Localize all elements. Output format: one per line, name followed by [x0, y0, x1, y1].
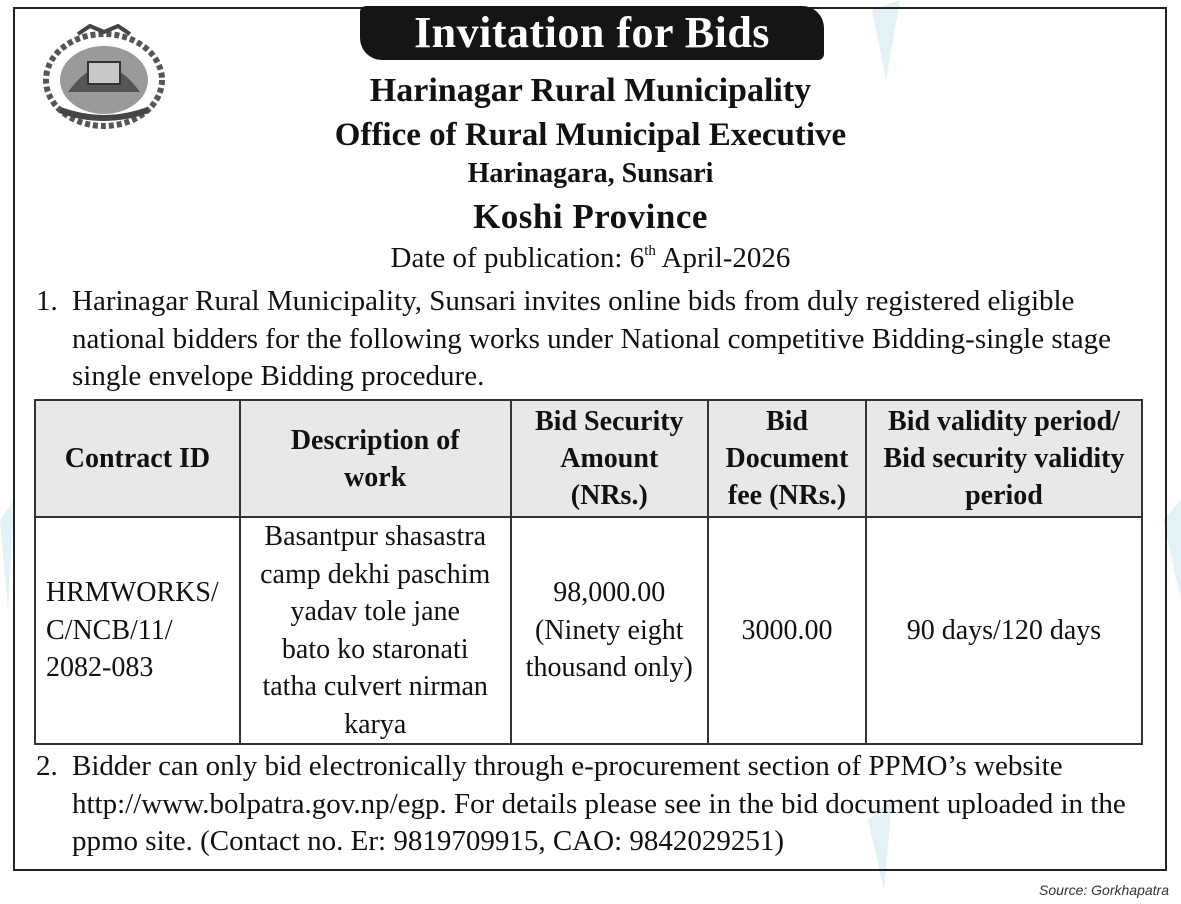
publication-date — [0, 242, 1181, 275]
office-name: Office of Rural Municipal Executive — [334, 117, 847, 153]
cell-validity: 90 days/120 days — [866, 517, 1142, 744]
cell-description — [240, 517, 511, 744]
header-document-fee: Bid Document fee (NRs.) — [708, 400, 866, 517]
description-line: camp dekhi paschim — [260, 558, 491, 590]
cell-contract-id — [35, 517, 240, 744]
description-line: yadav tole jane — [290, 596, 460, 627]
description-line: Basantpur shasastra — [264, 521, 486, 552]
bid-table — [34, 399, 1143, 745]
bid-security-line: (Ninety eight — [535, 614, 684, 646]
header-description: Description of work — [240, 400, 511, 517]
bid-security-line: 98,000.00 — [553, 577, 666, 609]
paragraph-1-number: 1. — [36, 285, 58, 317]
source-credit: Source: Gorkhapatra — [1039, 882, 1169, 898]
table-header-row — [35, 400, 1142, 517]
contract-id-line: C/NCB/11/ — [46, 614, 173, 646]
publication-date-suffix: th — [644, 243, 656, 259]
province-name: Koshi Province — [473, 197, 708, 236]
description-line: tatha culvert nirman — [262, 671, 488, 702]
bid-security-line: thousand only) — [525, 652, 693, 684]
description-line: karya — [344, 708, 407, 740]
paragraph-2-number: 2. — [36, 750, 58, 782]
organization-name: Harinagar Rural Municipality — [369, 72, 812, 109]
office-location: Harinagara, Sunsari — [467, 158, 714, 189]
cell-bid-security — [511, 517, 709, 744]
paragraph-2-text: Bidder can only bid electronically through e-procurement section of PPMO’s website http://www.bolpatra.gov.np/egp. For details please see in the bid document uploaded in the ppmo site. (Contact no. Er: 9819709915, CAO: 9842029251) — [72, 750, 1126, 857]
cell-document-fee: 3000.00 — [708, 517, 866, 744]
header-validity: Bid validity period/ Bid security validity period — [866, 400, 1142, 517]
publication-date-rest: April-2026 — [655, 242, 791, 274]
header-bid-security: Bid Security Amount (NRs.) — [511, 400, 709, 517]
table-row — [35, 517, 1142, 744]
paragraph-1-text: Harinagar Rural Municipality, Sunsari invites online bids from duly registered eligible national bidders for the following works under National competitive Bidding-single stage single envelope Bidding procedure. — [72, 285, 1111, 392]
contract-id-line: HRMWORKS/ — [46, 577, 219, 609]
page-title: Invitation for Bids — [360, 6, 824, 60]
publication-date-label: Date of publication: 6 — [390, 242, 645, 274]
description-line: bato ko staronati — [281, 633, 469, 665]
contract-id-line: 2082-083 — [46, 652, 154, 684]
header-contract-id: Contract ID — [35, 400, 240, 517]
